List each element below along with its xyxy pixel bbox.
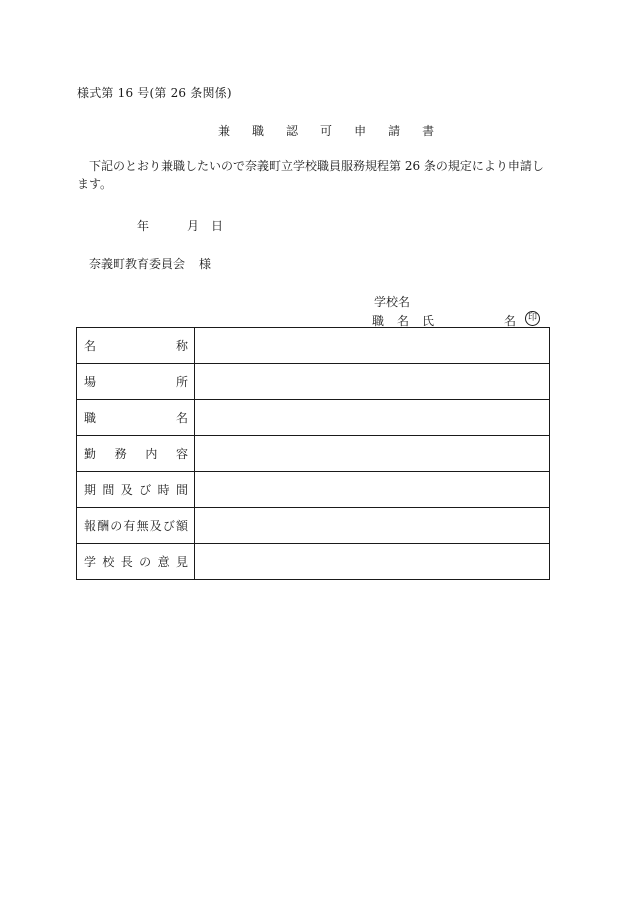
name-label-char: 氏: [422, 314, 435, 328]
request-statement: 下記のとおり兼職したいので奈義町立学校職員服務規程第 26 条の規定により申請します。: [77, 159, 544, 191]
form-number: 様式第 16 号(第 26 条関係): [77, 86, 232, 100]
row-label-cell: [77, 544, 195, 580]
school-name-label: 学校名: [374, 295, 411, 309]
row-label-cell: [77, 364, 195, 400]
row-label-cell: [77, 508, 195, 544]
title-char: 可: [320, 124, 333, 138]
seal-mark: 印: [525, 311, 540, 326]
row-value-cell[interactable]: [195, 328, 550, 364]
date-line: [137, 217, 223, 234]
row-value-cell[interactable]: [195, 436, 550, 472]
name-label-char: 名: [397, 314, 410, 328]
date-day: 日: [211, 219, 224, 233]
row-value-cell[interactable]: [195, 508, 550, 544]
row-label: 名 称: [84, 339, 188, 353]
title-char: 認: [286, 124, 299, 138]
table-row: [77, 544, 550, 580]
addressee: [89, 255, 211, 272]
row-value-cell[interactable]: [195, 472, 550, 508]
table-row: [77, 436, 550, 472]
name-label-char: 職: [372, 314, 385, 328]
addressee-name: 奈義町教育委員会: [89, 257, 186, 271]
table-row: [77, 364, 550, 400]
applicant-name-line: [372, 312, 542, 328]
table-row: [77, 508, 550, 544]
addressee-honorific: 様: [199, 257, 212, 271]
document-title: [218, 122, 434, 139]
table-row: [77, 400, 550, 436]
row-label-cell: [77, 436, 195, 472]
row-label: 職 名: [84, 411, 188, 425]
application-table: [76, 327, 550, 580]
row-label-cell: [77, 328, 195, 364]
title-char: 兼: [218, 124, 231, 138]
row-label: 学 校 長 の 意 見: [84, 555, 188, 569]
row-value-cell[interactable]: [195, 544, 550, 580]
row-label: 場 所: [84, 375, 188, 389]
row-label-cell: [77, 472, 195, 508]
title-char: 書: [422, 124, 435, 138]
title-char: 職: [252, 124, 265, 138]
row-value-cell[interactable]: [195, 400, 550, 436]
row-label: 期 間 及 び 時 間: [84, 483, 188, 497]
row-label: 報 酬 の 有 無 及 び 額: [84, 519, 188, 533]
row-label: 勤 務 内 容: [84, 447, 188, 461]
row-value-cell[interactable]: [195, 364, 550, 400]
table-row: [77, 472, 550, 508]
name-label-char: 名: [504, 314, 517, 328]
row-label-cell: [77, 400, 195, 436]
title-char: 請: [388, 124, 401, 138]
date-year: 年: [137, 219, 150, 233]
title-char: 申: [354, 124, 367, 138]
table-row: [77, 328, 550, 364]
date-month: 月: [187, 219, 200, 233]
